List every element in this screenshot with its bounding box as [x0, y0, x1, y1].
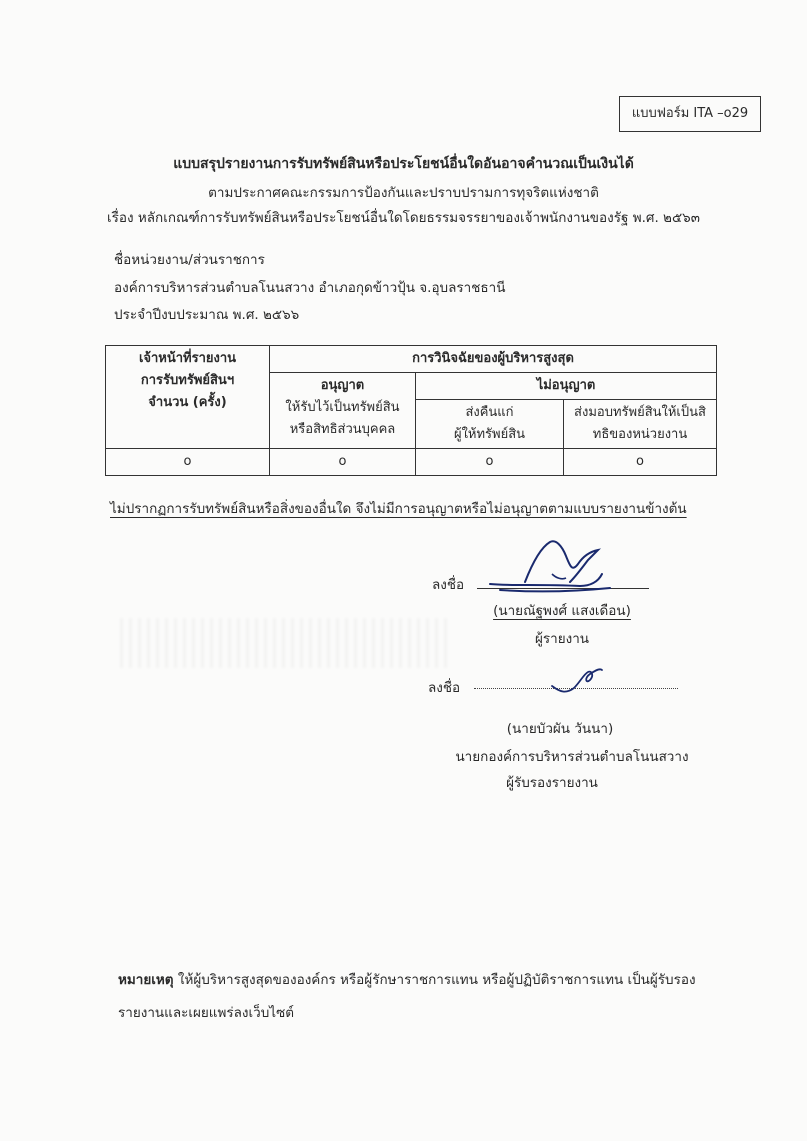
signer1-label: ลงชื่อ: [432, 577, 465, 593]
org-label: ชื่อหน่วยงาน/ส่วนราชการ: [114, 252, 265, 268]
value-handover: o: [564, 449, 717, 476]
document-subtitle-2: เรื่อง หลักเกณฑ์การรับทรัพย์สินหรือประโยชน์อื่นใดโดยธรรมจรรยาของเจ้าพนักงานของรัฐ พ.ศ. ๒๕๖๓: [107, 210, 700, 226]
report-table: [105, 345, 717, 476]
org-name: องค์การบริหารส่วนตำบลโนนสวาง อำเภอกุดข้าวปุ้น จ.อุบลราชธานี: [114, 280, 506, 296]
signature-2-image: [548, 664, 608, 698]
remark-text: ให้ผู้บริหารสูงสุดขององค์กร หรือผู้รักษาราชการแทน หรือผู้ปฏิบัติราชการแทน เป็นผู้รับรอง: [173, 972, 696, 988]
document-title: แบบสรุปรายงานการรับทรัพย์สินหรือประโยชน์อื่นใดอันอาจคำนวณเป็นเงินได้: [173, 156, 634, 172]
handover-desc-1: ส่งมอบทรัพย์สินให้เป็นสิ: [574, 405, 706, 420]
document-subtitle-1: ตามประกาศคณะกรรมการป้องกันและปราบปรามการทุจริตแห่งชาติ: [208, 185, 599, 201]
signer2-label: ลงชื่อ: [428, 680, 461, 696]
fiscal-year: ประจำปีงบประมาณ พ.ศ. ๒๕๖๖: [114, 307, 300, 323]
reporter-header-line-2: การรับทรัพย์สินฯ: [140, 373, 235, 388]
value-return: o: [416, 449, 564, 476]
return-header: [416, 400, 564, 449]
form-code-box: แบบฟอร์ม ITA –o29: [619, 96, 761, 132]
signer2-position: นายกองค์การบริหารส่วนตำบลโนนสวาง: [455, 749, 689, 765]
approve-header: [270, 373, 416, 449]
approve-desc-2: หรือสิทธิส่วนบุคคล: [289, 422, 396, 437]
remark-line-2: รายงานและเผยแพร่ลงเว็บไซต์: [118, 1005, 295, 1021]
reporter-count-header: [106, 346, 270, 449]
signer1-name: (นายณัฐพงศ์ แสงเดือน): [493, 603, 631, 619]
approve-label: อนุญาต: [320, 378, 365, 393]
value-reporter-count: o: [106, 449, 270, 476]
return-desc-2: ผู้ให้ทรัพย์สิน: [453, 427, 526, 442]
remark-line-1: [118, 968, 696, 990]
signer2-role: ผู้รับรองรายงาน: [506, 775, 598, 791]
reporter-header-line-1: เจ้าหน้าที่รายงาน: [138, 351, 237, 366]
approve-desc-1: ให้รับไว้เป็นทรัพย์สิน: [285, 400, 400, 415]
signature-1-image: [470, 534, 620, 596]
handover-desc-2: ทธิของหน่วยงาน: [592, 427, 688, 442]
return-desc-1: ส่งคืนแก่: [465, 405, 514, 420]
reporter-header-line-3: จำนวน (ครั้ง): [148, 395, 227, 410]
decision-header: การวินิจฉัยของผู้บริหารสูงสุด: [270, 346, 717, 373]
faded-background-mark: [120, 618, 450, 668]
reject-header: ไม่อนุญาต: [416, 373, 717, 400]
signer2-name: (นายบัวผัน วันนา): [506, 721, 614, 737]
signer1-role: ผู้รายงาน: [534, 631, 590, 647]
statement-text: ไม่ปรากฏการรับทรัพย์สินหรือสิ่งของอื่นใด จึงไม่มีการอนุญาตหรือไม่อนุญาตตามแบบรายงานข้างต้น: [110, 501, 687, 517]
value-approve: o: [270, 449, 416, 476]
handover-header: [564, 400, 717, 449]
remark-label: หมายเหตุ: [118, 972, 174, 988]
